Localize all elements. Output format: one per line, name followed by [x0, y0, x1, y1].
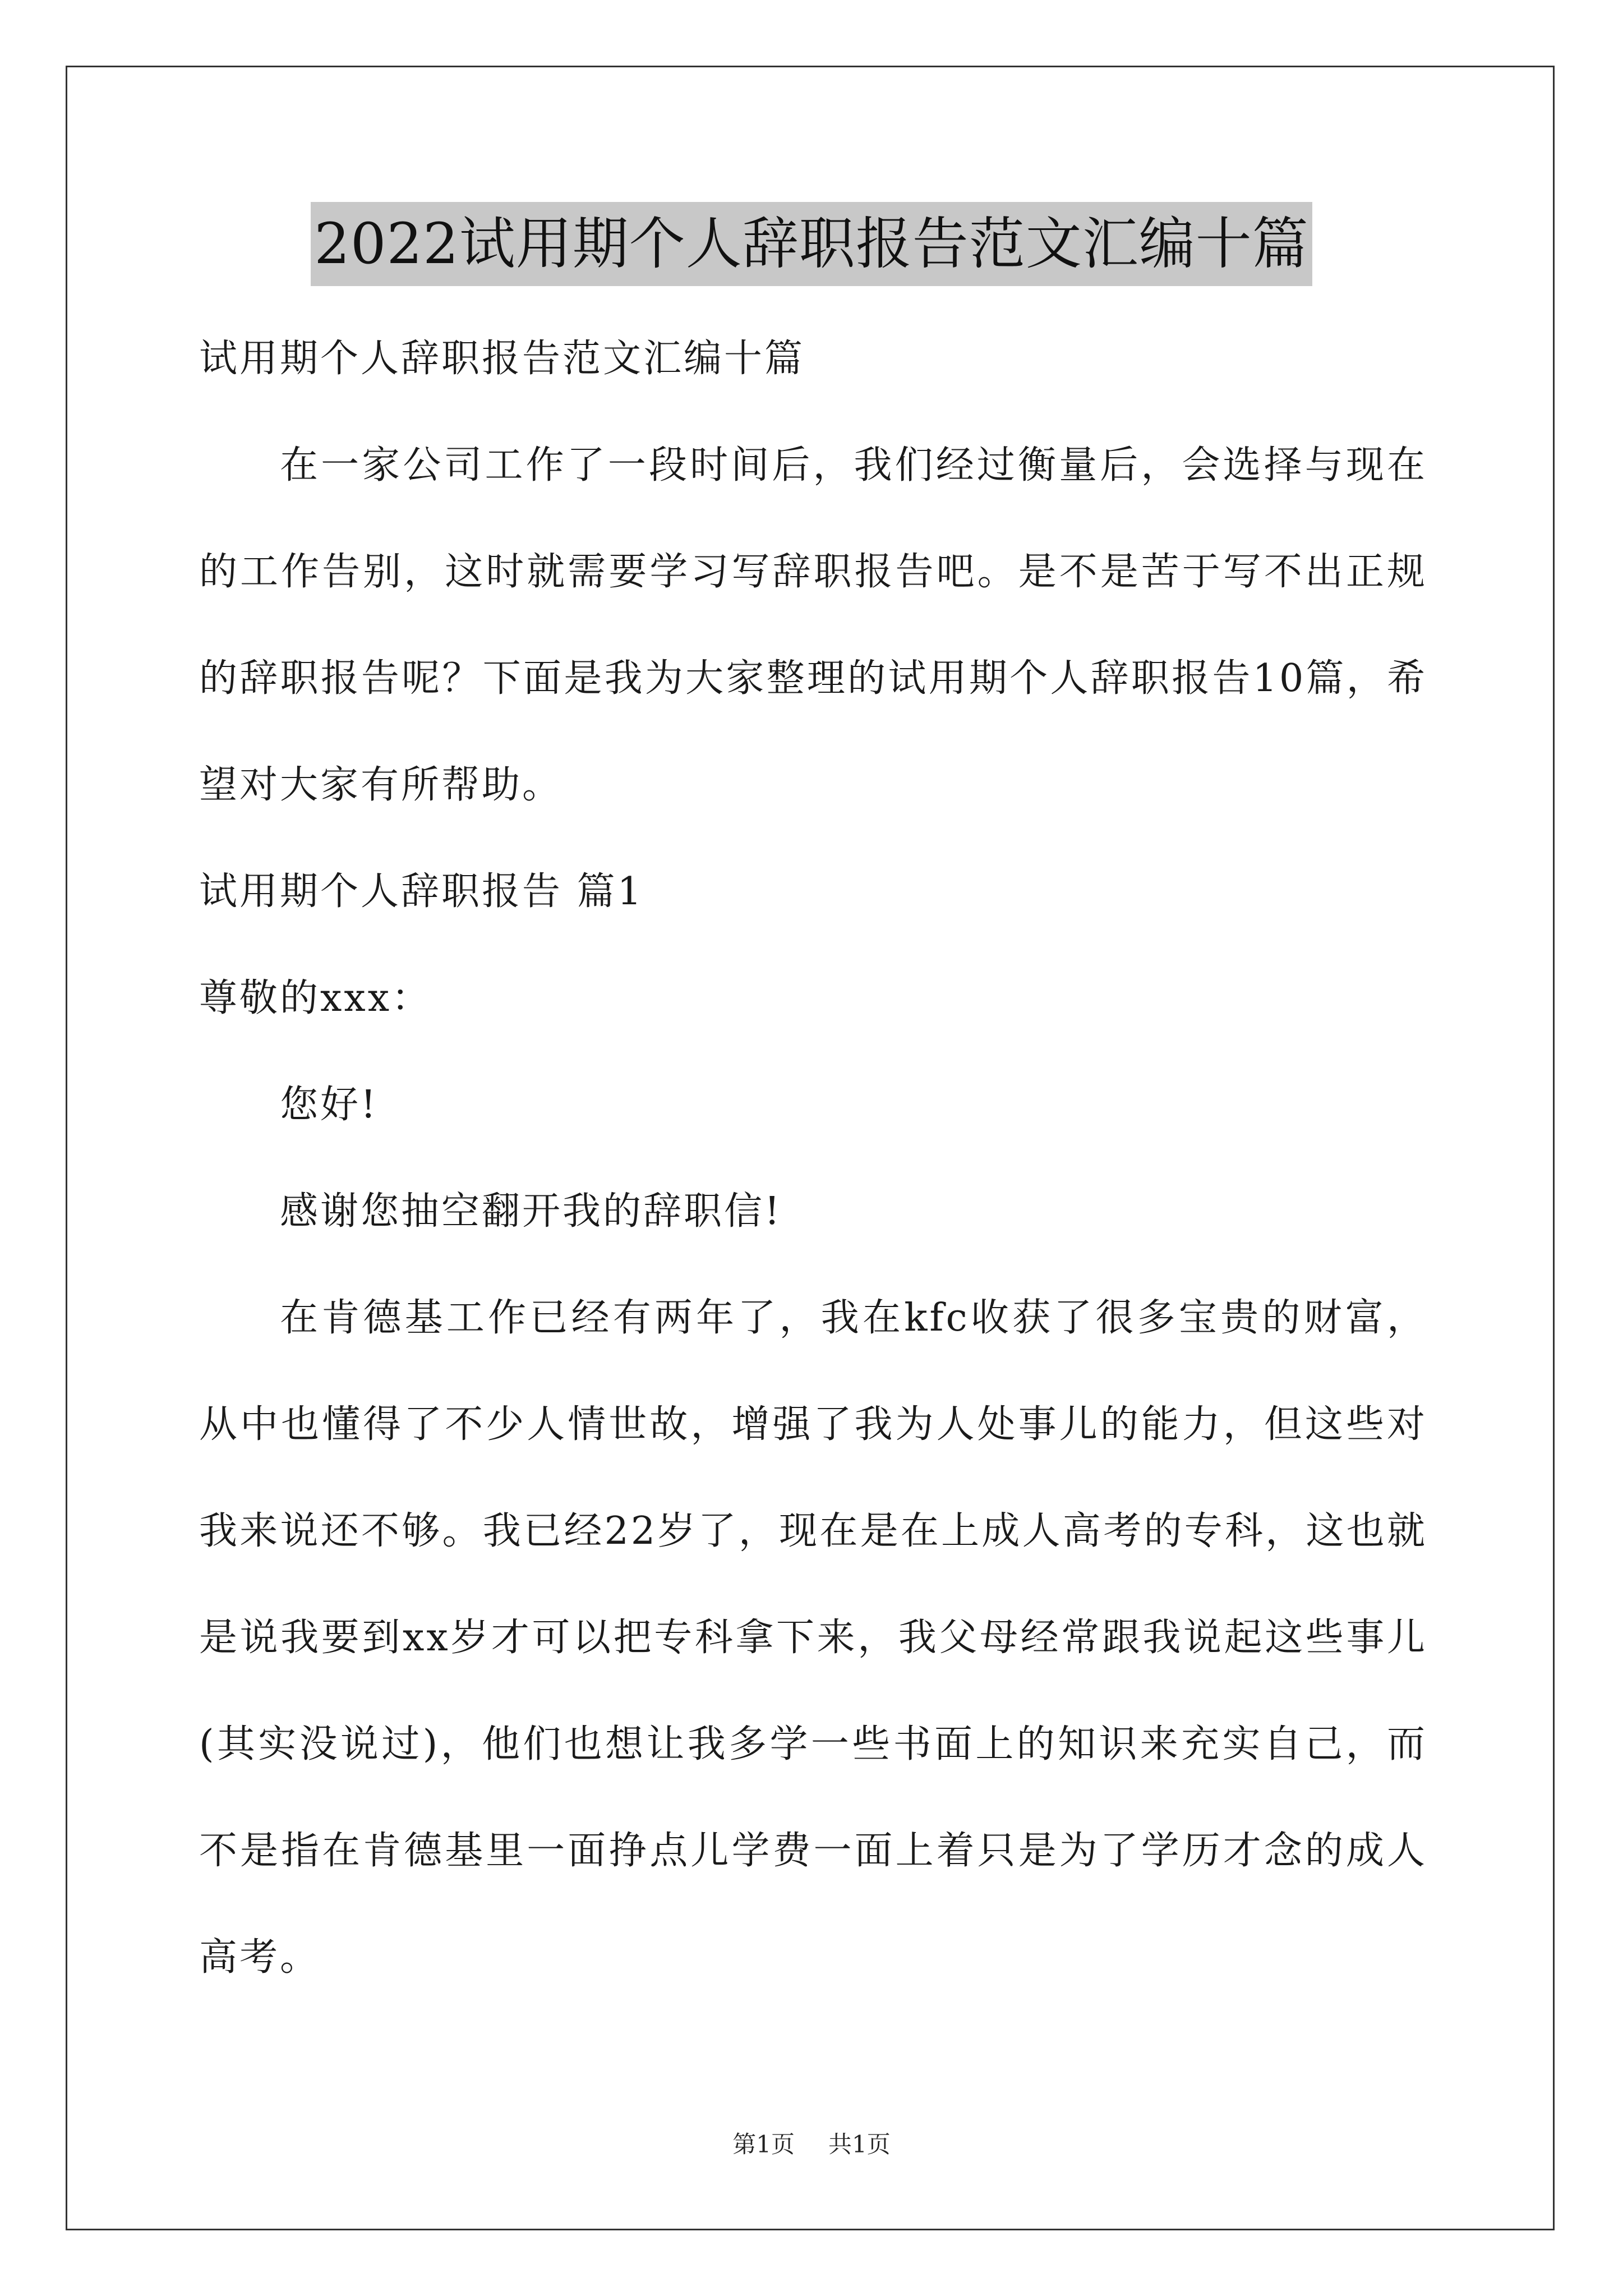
page-total: 共1页: [828, 2131, 891, 2158]
document-subtitle: 试用期个人辞职报告范文汇编十篇: [199, 337, 805, 381]
page-number: 第1页: [732, 2131, 795, 2158]
thanks-line: 感谢您抽空翻开我的辞职信!: [280, 1189, 782, 1234]
document-title: 2022试用期个人辞职报告范文汇编十篇: [311, 202, 1312, 286]
section-heading: 试用期个人辞职报告 篇1: [199, 869, 644, 914]
body-paragraph: 在肯德基工作已经有两年了，我在kfc收获了很多宝贵的财富，从中也懂得了不少人情世故，增强了我为人处事儿的能力，但这些对我来说还不够。我已经22岁了，现在是在上成人高考的专科，这也就是说我要到xx岁才可以把专科拿下来，我父母经常跟我说起这些事儿(其实没说过)，他们也想让我多学一些书面上的知识来充实自己，而不是指在肯德基里一面挣点儿学费一面上着只是为了学历才念的成人高考。: [199, 1296, 1427, 1980]
intro-paragraph: 在一家公司工作了一段时间后，我们经过衡量后，会选择与现在的工作告别，这时就需要学习写辞职报告吧。是不是苦于写不出正规的辞职报告呢？下面是我为大家整理的试用期个人辞职报告10篇，希望对大家有所帮助。: [199, 443, 1427, 807]
document-body: [199, 306, 1427, 2011]
title-container: [0, 202, 1623, 286]
greeting: 您好!: [280, 1083, 379, 1127]
salutation: 尊敬的xxx：: [199, 976, 432, 1020]
page-footer: [0, 2126, 1623, 2160]
